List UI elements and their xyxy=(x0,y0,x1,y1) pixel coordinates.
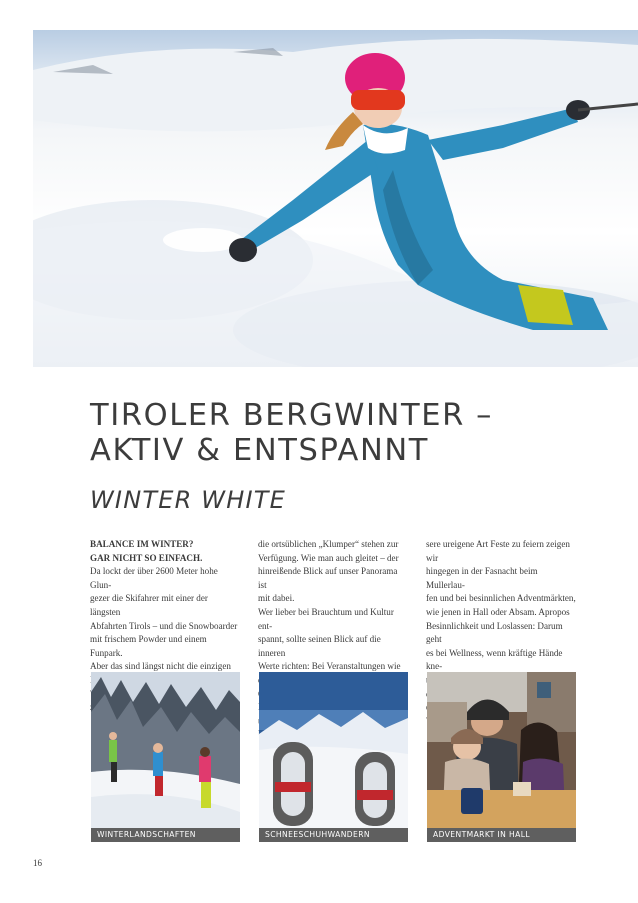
body-line: Abfahrten Tirols – und die Snowboarder xyxy=(90,620,238,631)
photo-advent-market xyxy=(427,672,576,828)
lead-line-1: BALANCE IM WINTER? xyxy=(90,539,194,549)
body-line: hinreißende Blick auf unser Panorama ist xyxy=(258,566,398,590)
photo-tile-winterlandschaften xyxy=(91,672,240,842)
body-line: Besinnlichkeit und Loslassen: Darum geht xyxy=(426,620,563,645)
body-line: gezer die Skifahrer mit einer der längsten xyxy=(90,593,208,617)
hero-photo-skier xyxy=(33,30,638,367)
body-line: spannt, sollte seinen Blick auf die inneren xyxy=(258,634,381,658)
photo-tile-adventmarkt xyxy=(427,672,576,842)
body-line: sere ureigene Art Feste zu feiern zeigen wir xyxy=(426,539,570,563)
tile-caption: SCHNEESCHUHWANDERN xyxy=(259,828,408,842)
lead-line-2: GAR NICHT SO EINFACH. xyxy=(90,552,203,563)
body-line: mit frischem Powder und einem Funpark. xyxy=(90,634,207,658)
body-line: Aber das sind längst nicht die einzigen xyxy=(90,661,231,672)
body-line: Werte richten: Bei Veranstaltungen wie xyxy=(258,661,401,672)
article-title xyxy=(90,398,493,468)
title-line-2: AKTIV & ENTSPANNT xyxy=(90,433,430,468)
tile-caption: ADVENTMARKT IN HALL xyxy=(427,828,576,842)
body-line: wie jenen in Hall oder Absam. Apropos xyxy=(426,606,570,617)
photo-snowshoes xyxy=(259,672,408,828)
article-subtitle: WINTER WHITE xyxy=(90,486,286,514)
body-line: die ortsüblichen „Klumper“ stehen zur xyxy=(258,539,399,549)
photo-winter-forest xyxy=(91,672,240,828)
body-line: fen und bei besinnlichen Adventmärkten, xyxy=(426,593,576,604)
tile-caption: WINTERLANDSCHAFTEN xyxy=(91,828,240,842)
body-line: hingegen in der Fasnacht beim Mullerlau- xyxy=(426,566,538,590)
body-line: mit dabei. xyxy=(258,593,295,604)
body-line: Da lockt der über 2600 Meter hohe Glun- xyxy=(90,566,218,590)
body-line: Verfügung. Wie man auch gleitet – der xyxy=(258,552,399,563)
photo-tile-schneeschuhwandern xyxy=(259,672,408,842)
body-line: Wer lieber bei Brauchtum und Kultur ent- xyxy=(258,606,394,631)
body-line: es bei Wellness, wenn kräftige Hände kne- xyxy=(426,647,563,672)
page-number: 16 xyxy=(33,858,42,868)
title-line-1: TIROLER BERGWINTER – xyxy=(90,398,494,433)
